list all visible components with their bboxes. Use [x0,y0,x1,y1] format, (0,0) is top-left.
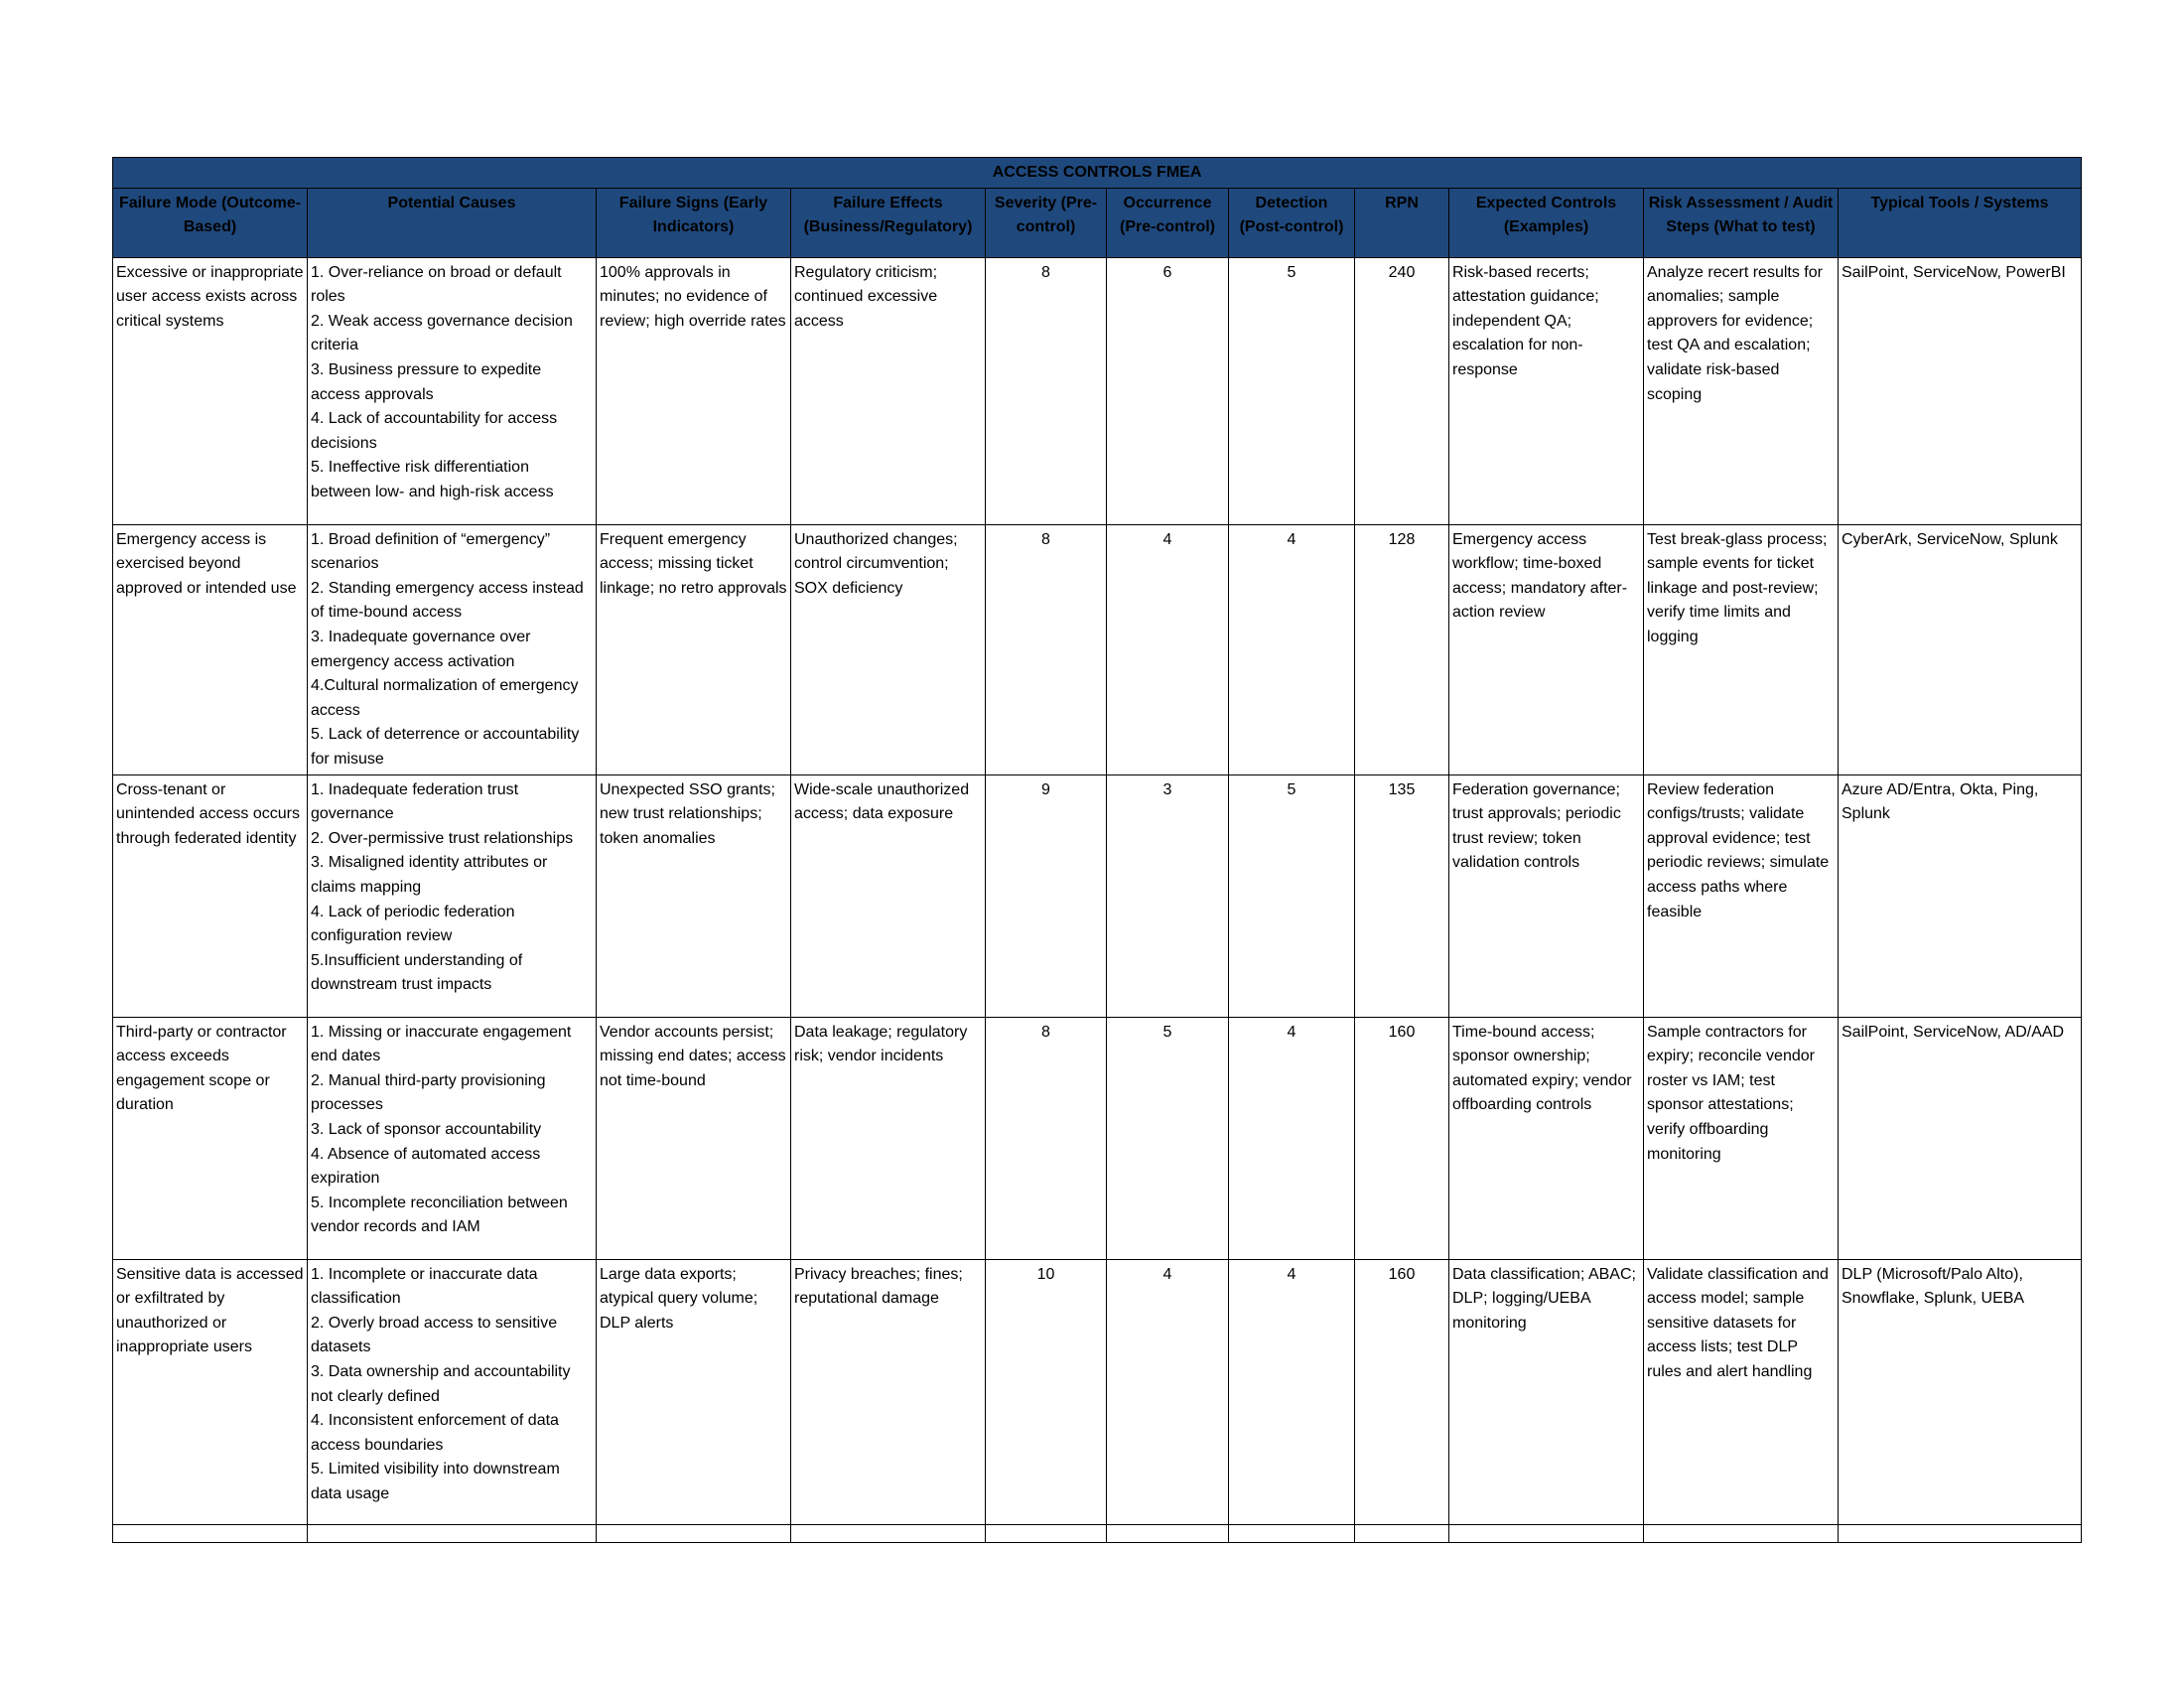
blank-cell [308,1524,597,1542]
header-row [113,188,2082,257]
cause-item: 5. Ineffective risk differentiation between low- and high-risk access [311,459,554,500]
occurrence-cell: 4 [1107,524,1229,774]
failure-effects-cell: Privacy breaches; fines; reputational damage [791,1259,986,1524]
detection-cell: 5 [1229,257,1355,524]
table-row [113,1017,2082,1259]
expected-controls-cell: Data classification; ABAC; DLP; logging/UEBA monitoring [1449,1259,1644,1524]
header-severity: Severity (Pre-control) [986,188,1107,257]
failure-effects-cell: Wide-scale unauthorized access; data exposure [791,774,986,1017]
expected-controls-cell: Federation governance; trust approvals; periodic trust review; token validation controls [1449,774,1644,1017]
causes-cell [308,1259,597,1524]
expected-controls-cell: Risk-based recerts; attestation guidance; independent QA; escalation for non-response [1449,257,1644,524]
tools-cell: DLP (Microsoft/Palo Alto), Snowflake, Splunk, UEBA [1839,1259,2082,1524]
tools-cell: CyberArk, ServiceNow, Splunk [1839,524,2082,774]
occurrence-cell: 3 [1107,774,1229,1017]
occurrence-cell: 5 [1107,1017,1229,1259]
causes-cell [308,524,597,774]
failure-mode-cell: Third-party or contractor access exceeds engagement scope or duration [113,1017,308,1259]
audit-steps-cell: Validate classification and access model; sample sensitive datasets for access lists; test DLP rules and alert handling [1644,1259,1839,1524]
severity-cell: 10 [986,1259,1107,1524]
cause-item: 2. Overly broad access to sensitive datasets [311,1314,558,1356]
table-row [113,1259,2082,1524]
cause-item: 1. Missing or inaccurate engagement end dates [311,1023,572,1065]
failure-signs-cell: Unexpected SSO grants; new trust relationships; token anomalies [597,774,791,1017]
cause-item: 2. Over-permissive trust relationships [311,829,574,847]
rpn-cell: 135 [1355,774,1449,1017]
rpn-cell: 160 [1355,1017,1449,1259]
fmea-sheet [112,157,2081,1543]
cause-item: 3. Lack of sponsor accountability [311,1120,542,1138]
cause-item: 4. Lack of periodic federation configuration review [311,903,515,945]
failure-signs-cell: Vendor accounts persist; missing end dates; access not time-bound [597,1017,791,1259]
cause-item: 2. Standing emergency access instead of time-bound access [311,579,584,622]
blank-cell [1839,1524,2082,1542]
blank-cell [1449,1524,1644,1542]
cause-item: 1. Incomplete or inaccurate data classification [311,1265,538,1308]
cause-item: 2. Weak access governance decision criteria [311,312,573,354]
occurrence-cell: 4 [1107,1259,1229,1524]
header-detection: Detection (Post-control) [1229,188,1355,257]
header-occurrence: Occurrence (Pre-control) [1107,188,1229,257]
cause-item: 5. Limited visibility into downstream data usage [311,1461,560,1502]
header-tools: Typical Tools / Systems [1839,188,2082,257]
causes-cell [308,774,597,1017]
detection-cell: 4 [1229,1017,1355,1259]
severity-cell: 8 [986,257,1107,524]
failure-mode-cell: Excessive or inappropriate user access exists across critical systems [113,257,308,524]
audit-steps-cell: Analyze recert results for anomalies; sample approvers for evidence; test QA and escalation; validate risk-based scoping [1644,257,1839,524]
table-title: ACCESS CONTROLS FMEA [113,158,2082,189]
cause-item: 4. Lack of accountability for access decisions [311,410,558,452]
blank-cell [1107,1524,1229,1542]
header-failure-signs: Failure Signs (Early Indicators) [597,188,791,257]
tools-cell: SailPoint, ServiceNow, AD/AAD [1839,1017,2082,1259]
causes-cell [308,1017,597,1259]
severity-cell: 8 [986,524,1107,774]
title-row [113,158,2082,189]
blank-cell [986,1524,1107,1542]
cause-item: 3. Business pressure to expedite access approvals [311,360,542,403]
failure-mode-cell: Cross-tenant or unintended access occurs through federated identity [113,774,308,1017]
cause-item: 4. Inconsistent enforcement of data access boundaries [311,1412,559,1454]
blank-cell [1355,1524,1449,1542]
causes-cell [308,257,597,524]
expected-controls-cell: Time-bound access; sponsor ownership; automated expiry; vendor offboarding controls [1449,1017,1644,1259]
cause-item: 1. Over-reliance on broad or default roles [311,263,562,306]
cause-item: 5.Insufficient understanding of downstream trust impacts [311,951,523,994]
rpn-cell: 240 [1355,257,1449,524]
header-audit-steps: Risk Assessment / Audit Steps (What to test) [1644,188,1839,257]
cause-item: 4. Absence of automated access expiration [311,1145,541,1188]
cause-item: 3. Inadequate governance over emergency access activation [311,628,531,670]
table-row [113,774,2082,1017]
blank-cell [1229,1524,1355,1542]
failure-effects-cell: Regulatory criticism; continued excessive access [791,257,986,524]
cause-item: 1. Broad definition of “emergency” scenarios [311,530,551,573]
audit-steps-cell: Review federation configs/trusts; validate approval evidence; test periodic reviews; simulate access paths where feasible [1644,774,1839,1017]
detection-cell: 4 [1229,524,1355,774]
cause-item: 1. Inadequate federation trust governance [311,780,519,823]
failure-signs-cell: Large data exports; atypical query volume; DLP alerts [597,1259,791,1524]
cause-item: 4.Cultural normalization of emergency access [311,677,579,719]
expected-controls-cell: Emergency access workflow; time-boxed access; mandatory after-action review [1449,524,1644,774]
tools-cell: SailPoint, ServiceNow, PowerBI [1839,257,2082,524]
cause-item: 5. Incomplete reconciliation between vendor records and IAM [311,1194,568,1236]
detection-cell: 5 [1229,774,1355,1017]
cause-item: 3. Misaligned identity attributes or claims mapping [311,854,548,896]
severity-cell: 9 [986,774,1107,1017]
header-failure-mode: Failure Mode (Outcome-Based) [113,188,308,257]
header-potential-causes: Potential Causes [308,188,597,257]
audit-steps-cell: Sample contractors for expiry; reconcile vendor roster vs IAM; test sponsor attestations; verify offboarding monitoring [1644,1017,1839,1259]
cause-item: 2. Manual third-party provisioning processes [311,1071,546,1114]
blank-cell [597,1524,791,1542]
failure-signs-cell: 100% approvals in minutes; no evidence of review; high override rates [597,257,791,524]
failure-effects-cell: Unauthorized changes; control circumvention; SOX deficiency [791,524,986,774]
failure-mode-cell: Sensitive data is accessed or exfiltrated by unauthorized or inappropriate users [113,1259,308,1524]
blank-cell [113,1524,308,1542]
severity-cell: 8 [986,1017,1107,1259]
failure-effects-cell: Data leakage; regulatory risk; vendor incidents [791,1017,986,1259]
blank-cell [791,1524,986,1542]
failure-mode-cell: Emergency access is exercised beyond approved or intended use [113,524,308,774]
failure-signs-cell: Frequent emergency access; missing ticket linkage; no retro approvals [597,524,791,774]
tools-cell: Azure AD/Entra, Okta, Ping, Splunk [1839,774,2082,1017]
header-failure-effects: Failure Effects (Business/Regulatory) [791,188,986,257]
detection-cell: 4 [1229,1259,1355,1524]
header-rpn: RPN [1355,188,1449,257]
cause-item: 5. Lack of deterrence or accountability for misuse [311,726,580,768]
rpn-cell: 128 [1355,524,1449,774]
fmea-table [112,157,2082,1543]
header-expected-controls: Expected Controls (Examples) [1449,188,1644,257]
blank-cell [1644,1524,1839,1542]
rpn-cell: 160 [1355,1259,1449,1524]
blank-row [113,1524,2082,1542]
occurrence-cell: 6 [1107,257,1229,524]
cause-item: 3. Data ownership and accountability not clearly defined [311,1362,571,1405]
audit-steps-cell: Test break-glass process; sample events for ticket linkage and post-review; verify time limits and logging [1644,524,1839,774]
table-row [113,257,2082,524]
table-row [113,524,2082,774]
